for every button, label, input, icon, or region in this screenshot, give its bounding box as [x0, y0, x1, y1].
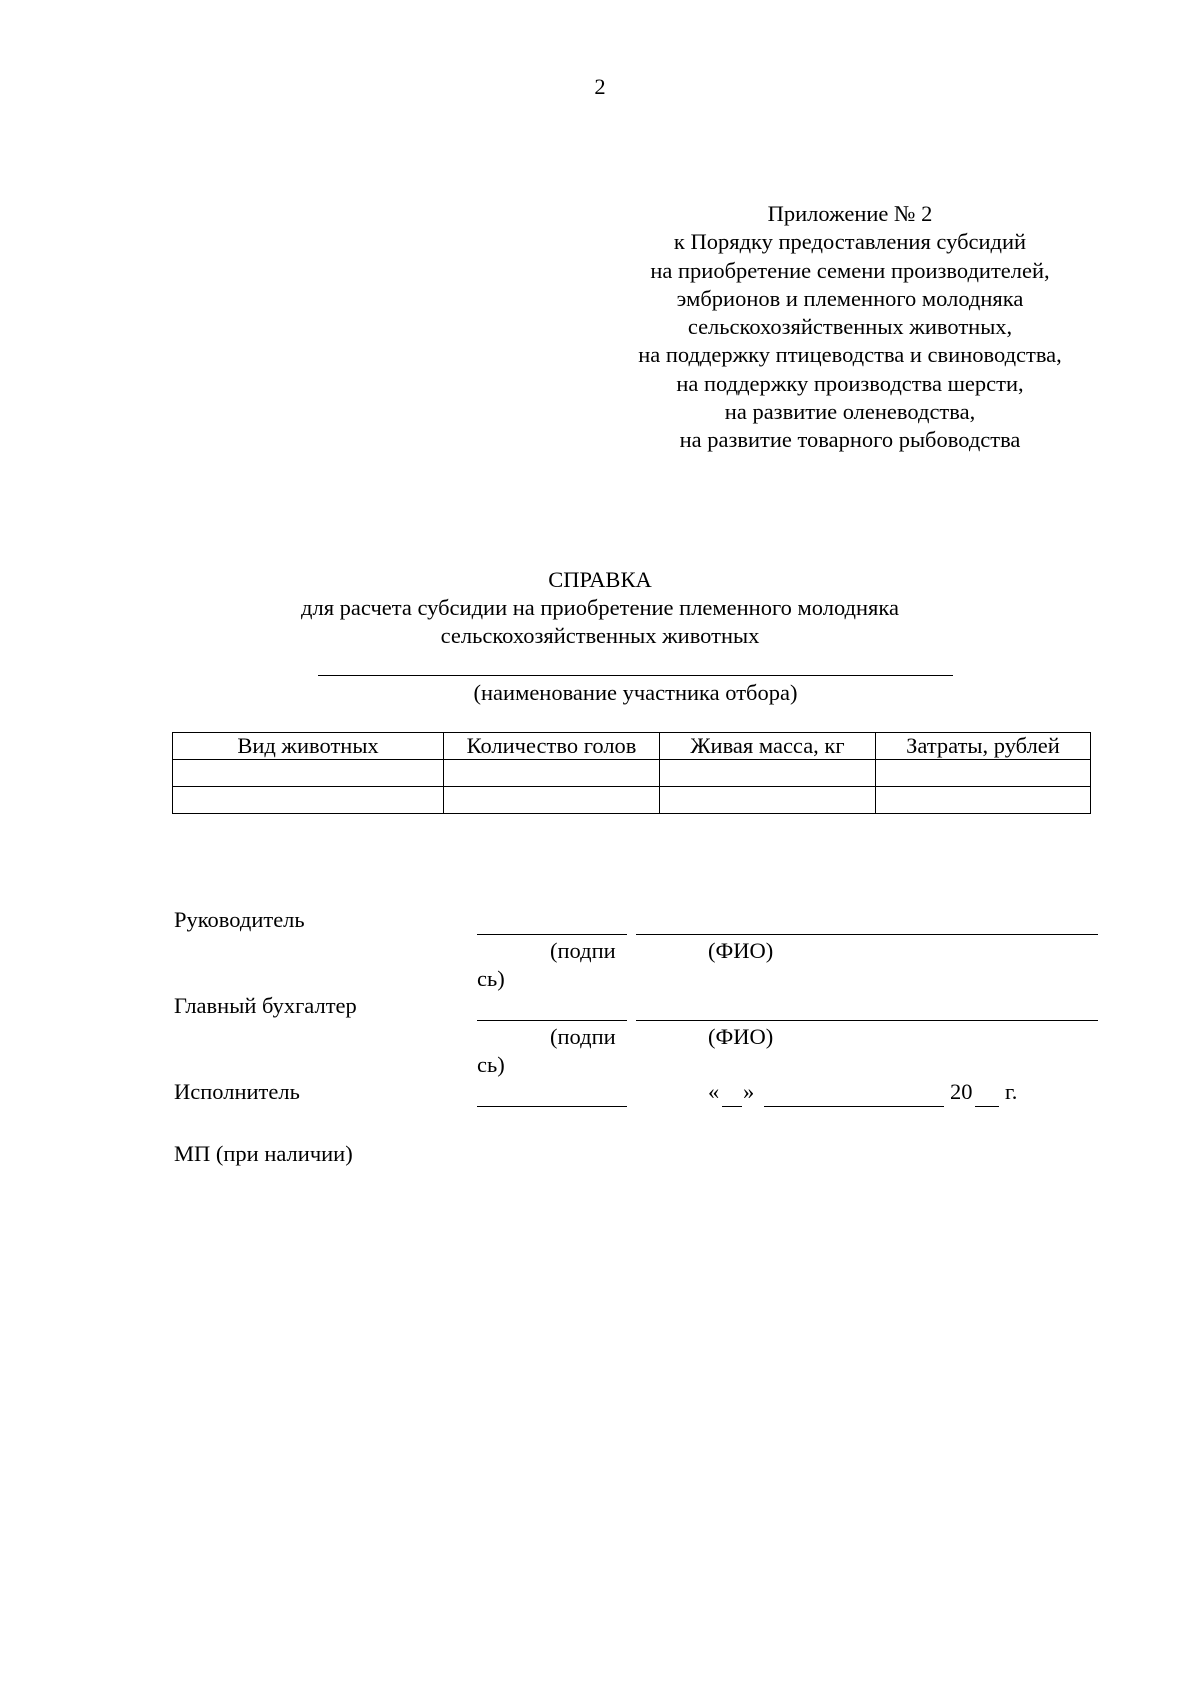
date-year-suffix: г.	[1005, 1079, 1018, 1104]
head-signature-line[interactable]	[477, 934, 627, 935]
chief-accountant-signature-line[interactable]	[477, 1020, 627, 1021]
appendix-line: Приложение № 2	[767, 201, 933, 226]
table-cell[interactable]	[173, 787, 444, 814]
date-day-line[interactable]	[722, 1106, 742, 1107]
executor-label: Исполнитель	[174, 1079, 300, 1104]
column-header-costs: Затраты, рублей	[876, 733, 1091, 760]
table-row	[173, 760, 1091, 787]
table-cell[interactable]	[444, 787, 660, 814]
document-subtitle-line: для расчета субсидии на приобретение племенного молодняка	[301, 595, 899, 620]
appendix-line: на приобретение семени производителей,	[650, 257, 1050, 283]
head-fio-caption: (ФИО)	[708, 938, 774, 963]
appendix-line: к Порядку предоставления субсидий	[673, 229, 1027, 255]
appendix-line: сельскохозяйственных животных,	[687, 314, 1013, 340]
table-cell[interactable]	[444, 760, 660, 787]
date-open-quote: «	[708, 1079, 720, 1104]
chief-accountant-fio-line[interactable]	[636, 1020, 1098, 1021]
table-row	[173, 787, 1091, 814]
column-header-live-weight: Живая масса, кг	[660, 733, 876, 760]
animals-table	[172, 732, 1091, 814]
document-title: СПРАВКА	[548, 567, 652, 592]
page-number: 2	[594, 74, 606, 99]
appendix-line: на поддержку производства шерсти,	[676, 370, 1024, 396]
executor-signature-line[interactable]	[477, 1106, 627, 1107]
table-header-row	[173, 733, 1091, 760]
document-title-block	[240, 566, 960, 650]
head-fio-line[interactable]	[636, 934, 1098, 935]
appendix-line: на развитие товарного рыбоводства	[679, 427, 1021, 453]
appendix-line: на поддержку птицеводства и свиноводства,	[638, 342, 1062, 368]
head-signature-caption: (подпи	[550, 938, 616, 963]
head-label: Руководитель	[174, 907, 305, 932]
participant-name-caption: (наименование участника отбора)	[473, 680, 798, 705]
document-subtitle-line: сельскохозяйственных животных	[440, 623, 760, 648]
column-header-head-count: Количество голов	[444, 733, 660, 760]
head-signature-caption-end: сь)	[477, 966, 505, 991]
chief-accountant-label: Главный бухгалтер	[174, 993, 357, 1018]
stamp-label: МП (при наличии)	[174, 1141, 353, 1166]
date-close-quote: »	[743, 1079, 755, 1104]
date-year-line[interactable]	[975, 1106, 999, 1107]
date-month-line[interactable]	[764, 1106, 944, 1107]
table-cell[interactable]	[173, 760, 444, 787]
column-header-animal-type: Вид животных	[173, 733, 444, 760]
table-cell[interactable]	[660, 760, 876, 787]
chief-accountant-signature-caption: (подпи	[550, 1024, 616, 1049]
participant-name-field-line[interactable]	[318, 675, 953, 676]
appendix-line: на развитие оленеводства,	[724, 399, 976, 425]
date-year-prefix: 20	[950, 1079, 973, 1104]
appendix-line: эмбрионов и племенного молодняка	[676, 285, 1024, 311]
chief-accountant-signature-caption-end: сь)	[477, 1052, 505, 1077]
table-cell[interactable]	[876, 760, 1091, 787]
chief-accountant-fio-caption: (ФИО)	[708, 1024, 774, 1049]
table-cell[interactable]	[660, 787, 876, 814]
table-cell[interactable]	[876, 787, 1091, 814]
appendix-header	[600, 200, 1100, 455]
